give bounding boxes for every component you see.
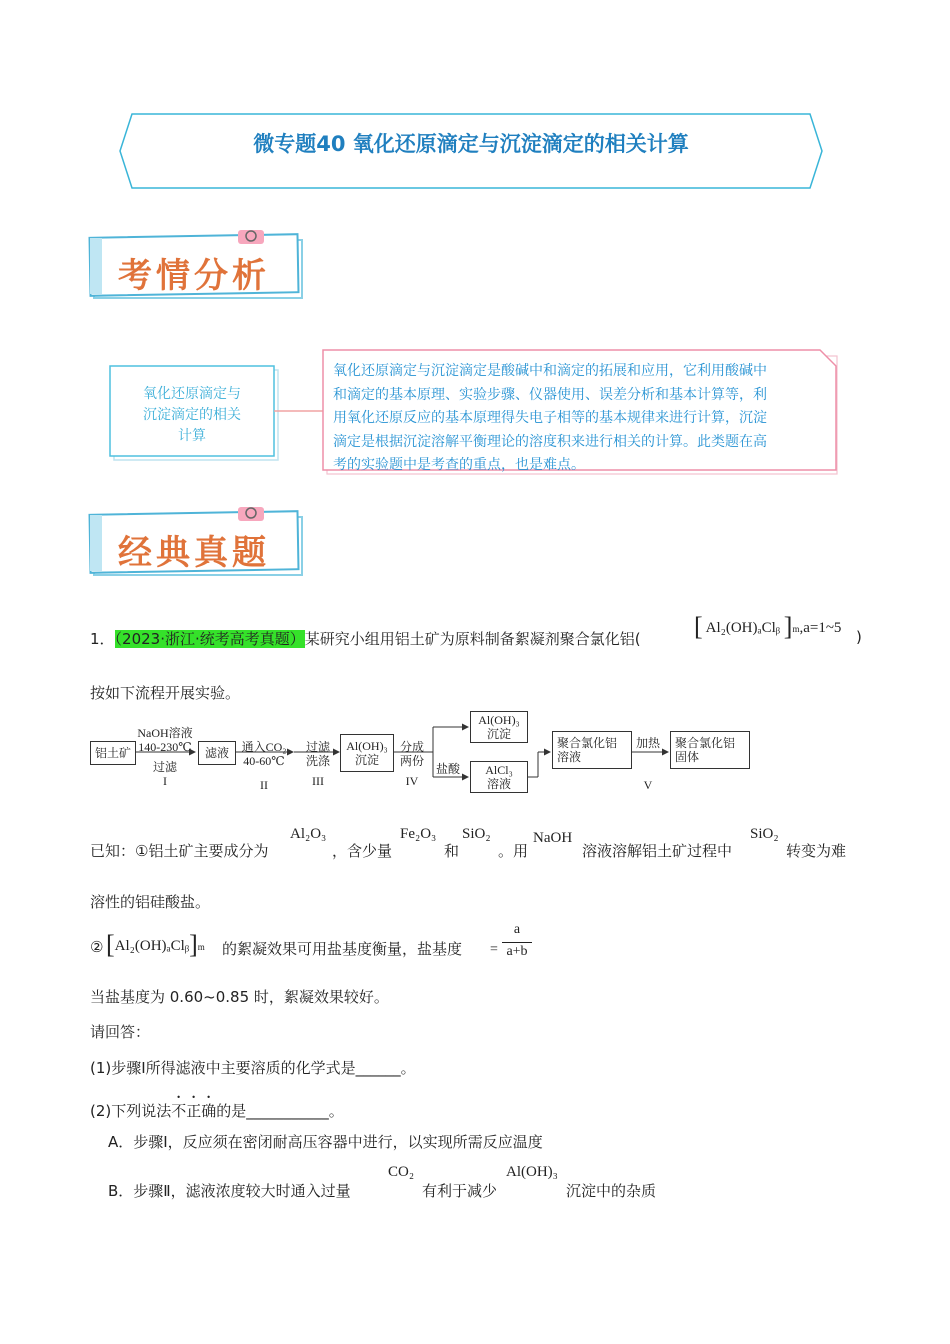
flow-step4-label: 分成 两份 IV bbox=[399, 740, 424, 788]
question-line-1 bbox=[90, 628, 641, 649]
known-2-a: ② bbox=[90, 938, 104, 956]
flow-step1-conditions: NaOH溶液 140-230℃ bbox=[137, 726, 193, 754]
sticker-analysis-text: 考情分析 bbox=[118, 256, 270, 296]
subquestion-1: (1)步骤Ⅰ所得滤液中主要溶质的化学式是______。 bbox=[90, 1059, 416, 1077]
sticker-exams-text: 经典真题 bbox=[118, 533, 270, 573]
option-b-c: 沉淀中的杂质 bbox=[566, 1182, 657, 1200]
subquestion-2: (2)下列说法不正确的是___________。 bbox=[90, 1102, 344, 1120]
known-3: 当盐基度为 0.60~0.85 时，絮凝效果较好。 bbox=[90, 988, 389, 1006]
flow-step3-label: 过滤 洗涤 III bbox=[305, 740, 330, 788]
known-1-f: 转变为难 bbox=[786, 842, 847, 860]
flow-box-filtrate: 滤液 bbox=[198, 741, 236, 765]
flow-box-ore: 铝土矿 bbox=[90, 741, 136, 765]
option-b-b: 有利于减少 bbox=[422, 1182, 498, 1200]
equals-sign: = bbox=[490, 942, 498, 957]
flow-step5-conditions: 加热 bbox=[635, 736, 660, 750]
flow-box-aloh3: Al(OH)₃ 沉淀 bbox=[340, 734, 394, 772]
formula-co2: CO₂ bbox=[388, 1164, 415, 1180]
fraction-bar bbox=[502, 942, 532, 943]
question-source-tag: （2023·浙江·统考高考真题） bbox=[114, 630, 305, 648]
formula-pac-2: [Al₂(OH)ₐClᵦ]m bbox=[106, 930, 205, 959]
question-number: 1． bbox=[90, 630, 115, 648]
analysis-description: 氧化还原滴定与沉淀滴定是酸碱中和滴定的拓展和应用，它利用酸碱中 和滴定的基本原理、实验步骤、仪器使用、误差分析和基本计算等，利 用氧化还原反应的基本原理得失电子相等的基本规律来进行计算，沉淀 滴定是根据沉淀溶解平衡理论的溶度积来进行相关的计算。此类题在高 考的实验题中是考查的重点，也是难点。 bbox=[333, 363, 767, 473]
question-line-2: 按如下流程开展实验。 bbox=[90, 684, 241, 702]
formula-naoh: NaOH bbox=[533, 830, 573, 846]
formula-sio2-2: SiO₂ bbox=[750, 826, 779, 842]
formula-aloh3: Al(OH)₃ bbox=[506, 1164, 558, 1180]
analysis-topic: 氧化还原滴定与 沉淀滴定的相关 计算 bbox=[143, 386, 241, 444]
option-b-a: B．步骤Ⅱ，滤液浓度较大时通入过量 bbox=[108, 1182, 351, 1200]
formula-sio2: SiO₂ bbox=[462, 826, 491, 842]
known-1-a: 已知：①铝土矿主要成分为 bbox=[90, 842, 269, 860]
ask-prompt: 请回答： bbox=[90, 1023, 151, 1041]
known-2-b: 的絮凝效果可用盐基度衡量，盐基度 bbox=[222, 940, 463, 958]
known-1-b: ，含少量 bbox=[332, 842, 393, 860]
flow-box-aloh3-precipitate: Al(OH)₃ 沉淀 bbox=[470, 711, 528, 743]
question-stem: 某研究小组用铝土矿为原料制备絮凝剂聚合氯化铝( bbox=[304, 630, 641, 648]
flow-box-pac-solid: 聚合氯化铝 固体 bbox=[670, 731, 750, 769]
fraction-numerator: a bbox=[513, 922, 521, 937]
fraction-denominator: a+b bbox=[506, 944, 528, 959]
flow-box-alcl3: AlCl₃ 溶液 bbox=[470, 761, 528, 793]
flow-hcl-label: 盐酸 bbox=[435, 762, 460, 776]
flow-step5-label: V bbox=[643, 778, 653, 792]
emphasis-not-correct: 不正确 bbox=[171, 1102, 217, 1120]
formula-al2o3: Al₂O₃ bbox=[290, 826, 327, 842]
flow-step2-conditions: 通入CO₂ 40-60℃ bbox=[241, 740, 287, 768]
formula-fe2o3: Fe₂O₃ bbox=[400, 826, 437, 842]
known-1-d: 。用 bbox=[498, 842, 529, 860]
page-title: 微专题40 氧化还原滴定与沉淀滴定的相关计算 bbox=[253, 132, 689, 156]
flow-step2-label: II bbox=[260, 778, 268, 792]
question-close-paren: ) bbox=[856, 628, 862, 646]
known-1-line2: 溶性的铝硅酸盐。 bbox=[90, 893, 211, 911]
formula-pac: [ Al₂(OH)ₐClᵦ ]m,a=1~5 bbox=[694, 612, 842, 641]
known-1-e: 溶液溶解铝土矿过程中 bbox=[582, 842, 733, 860]
flow-step1-label: 过滤 I bbox=[152, 760, 177, 788]
flow-box-pac-solution: 聚合氯化铝 溶液 bbox=[552, 731, 632, 769]
known-1-c: 和 bbox=[444, 842, 460, 860]
option-a: A．步骤Ⅰ，反应须在密闭耐高压容器中进行，以实现所需反应温度 bbox=[108, 1133, 543, 1151]
